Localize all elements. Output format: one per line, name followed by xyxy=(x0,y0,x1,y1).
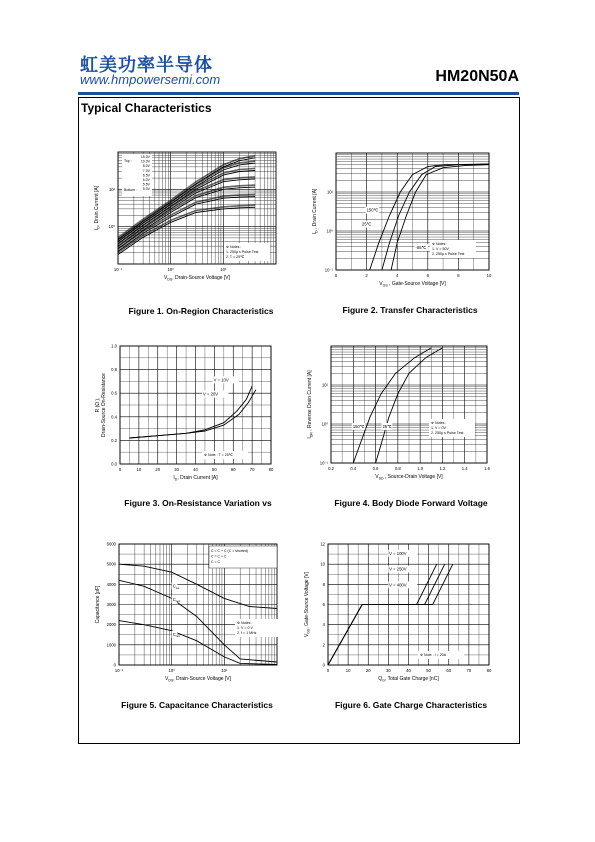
fig3-annotation: V = 10V xyxy=(213,377,229,383)
fig4-x-tick-label: 0.2 xyxy=(328,466,334,471)
fig3-x-tick-label: 70 xyxy=(249,467,255,472)
fig6-annotation: V = 100V xyxy=(389,550,407,556)
fig1-legend xyxy=(122,154,152,196)
fig1-x-tick-label: 10⁻¹ xyxy=(113,267,123,272)
fig3-notes xyxy=(202,451,248,459)
fig3-x-tick-label: 80 xyxy=(268,467,274,472)
fig4-caption: Figure 4. Body Diode Forward Voltage xyxy=(334,498,488,508)
fig5-y-tick-label: 1000 xyxy=(106,642,116,648)
fig6-y-tick-label: 4 xyxy=(322,622,325,628)
fig4-plot xyxy=(307,346,490,481)
fig5-x-tick-label: 10⁻¹ xyxy=(114,668,124,673)
fig5-y-axis-label: Capacitance [pF] xyxy=(95,585,101,624)
fig1-legend-entry: 8.0V xyxy=(142,164,150,169)
fig2-y-tick-label: 10⁰ xyxy=(326,228,333,234)
fig3-y-tick-label: 0.6 xyxy=(111,390,117,396)
fig2-note-line: 2. 250μ s Pulse Test xyxy=(432,252,465,256)
fig1-caption: Figure 1. On-Region Characteristics xyxy=(128,306,274,316)
fig2-notes xyxy=(430,240,476,258)
fig3-note-line: ※ Note : T = 25℃ xyxy=(204,453,233,457)
fig5-note-line: 2. f = 1 MHz xyxy=(237,631,257,635)
fig1-legend-entry: 6.5V xyxy=(142,173,150,178)
fig2-x-tick-label: 4 xyxy=(396,273,399,278)
fig4-notes xyxy=(429,419,475,437)
fig1-note-line: 2. T = 25℃ xyxy=(226,255,245,259)
fig1-legend-bottom-label: Bottom : xyxy=(124,188,138,192)
fig3-grid xyxy=(120,346,271,464)
fig4-x-tick-label: 1.0 xyxy=(417,466,424,471)
fig1-plot xyxy=(94,152,276,282)
fig6-x-tick-label: 70 xyxy=(466,668,472,673)
fig5-legend-line: C = C + C xyxy=(211,554,227,559)
fig1-legend-entry: 15.0V xyxy=(140,155,150,159)
fig3-x-axis-label: $I_D$, Drain Current [A] xyxy=(173,475,218,482)
fig3-x-tick-label: 10 xyxy=(136,467,142,472)
fig3-y-axis-label: R (Ω ), xyxy=(95,397,101,413)
fig5-x-tick-label: 10⁰ xyxy=(168,668,175,673)
fig4-x-tick-label: 1.2 xyxy=(439,466,446,471)
fig3-caption: Figure 3. On-Resistance Variation vs xyxy=(124,498,272,508)
fig2-x-tick-label: 2 xyxy=(365,273,368,278)
fig1-x-tick-label: 10⁰ xyxy=(167,267,174,272)
fig5-y-tick-label: 3000 xyxy=(106,602,116,607)
fig5-notes xyxy=(235,619,281,637)
fig5-x-axis-label: $V_{DS}$, Drain-Source Voltage [V] xyxy=(164,676,232,683)
company-logo-cn: 虹美功率半导体 xyxy=(80,55,213,76)
fig4-x-tick-label: 1.4 xyxy=(461,466,468,471)
fig6-x-axis-label: $Q_G$, Total Gate Charge [nC] xyxy=(378,676,439,683)
fig1-legend-entry: 7.0V xyxy=(142,168,150,173)
fig5-caption: Figure 5. Capacitance Characteristics xyxy=(121,700,273,710)
fig6-y-tick-label: 6 xyxy=(322,602,325,607)
fig3-y-tick-label: 1.0 xyxy=(111,343,117,349)
fig3-x-tick-label: 20 xyxy=(155,467,161,472)
fig2-y-tick-label: 10⁻¹ xyxy=(324,267,333,273)
fig3-y-axis-label: Drain-Source On-Resistance xyxy=(101,373,107,437)
fig5-y-tick-label: 6000 xyxy=(106,541,116,547)
fig6-x-tick-label: 80 xyxy=(486,668,492,673)
fig1-notes xyxy=(224,243,270,261)
fig5-y-tick-label: 2000 xyxy=(106,622,116,628)
fig5-legend-line: C = C + C (C = shorted) xyxy=(211,549,249,553)
fig6-x-tick-label: 30 xyxy=(386,668,391,673)
fig4-y-axis-label: $I_{DR}$ , Reverse Drain Current [A] xyxy=(307,370,314,439)
fig1-legend-top-label: Top : xyxy=(124,159,132,163)
header-rule xyxy=(78,92,519,95)
fig5-annotation: $C_{oss}$ xyxy=(172,596,181,604)
fig3-x-tick-label: 50 xyxy=(212,467,217,472)
fig2-y-tick-label: 10¹ xyxy=(326,189,333,195)
fig6-x-tick-label: 60 xyxy=(446,668,452,673)
fig1-legend-entry: 6.0V xyxy=(142,178,150,182)
fig6-x-tick-label: 10 xyxy=(345,668,351,673)
fig3-x-tick-label: 40 xyxy=(193,467,198,472)
fig6-y-tick-label: 12 xyxy=(320,541,325,547)
fig4-x-tick-label: 0.6 xyxy=(372,466,379,471)
fig6-x-tick-label: 20 xyxy=(365,668,371,673)
fig3-x-tick-label: 60 xyxy=(230,467,236,472)
fig6-x-tick-label: 0 xyxy=(326,668,330,673)
fig6-caption: Figure 6. Gate Charge Characteristics xyxy=(334,700,488,710)
fig6-notes xyxy=(418,651,464,659)
fig5-legend-line: C = C xyxy=(211,560,221,564)
fig2-x-tick-label: 6 xyxy=(426,273,429,278)
fig1-x-axis-label: $V_{DS}$, Drain-Source Voltage [V] xyxy=(163,275,231,282)
fig5-legend xyxy=(209,546,277,568)
fig1-legend-entry: 5.5V xyxy=(142,182,150,187)
fig6-annotation: V = 250V xyxy=(389,566,407,572)
fig6-y-tick-label: 2 xyxy=(322,642,325,648)
fig5-plot xyxy=(95,541,277,683)
fig5-annotation: $C_{rss}$ xyxy=(172,631,180,639)
fig3-x-tick-label: 30 xyxy=(174,467,179,472)
fig1-x-tick-label: 10¹ xyxy=(220,267,227,272)
fig6-x-tick-label: 50 xyxy=(426,668,431,673)
fig5-note-line: 1. V = 0 V xyxy=(237,626,253,630)
fig5-annotation: $C_{iss}$ xyxy=(172,583,180,590)
fig5-x-tick-label: 10¹ xyxy=(221,668,228,673)
fig1-y-tick-label: 10¹ xyxy=(108,186,115,192)
fig3-y-tick-label: 0.4 xyxy=(111,414,117,420)
fig4-x-axis-label: $V_{SD}$ , Source-Drain Voltage [V] xyxy=(375,474,443,481)
fig6-annotation: V = 400V xyxy=(389,582,407,588)
fig3-annotation: V = 20V xyxy=(203,391,219,397)
fig5-y-tick-label: 4000 xyxy=(106,581,116,587)
fig2-note-line: 1. V = 50V xyxy=(432,247,449,251)
fig6-x-tick-label: 40 xyxy=(406,668,411,673)
fig5-y-tick-label: 0 xyxy=(113,662,116,668)
fig1-y-axis-label: $I_D$, Drain Current [A] xyxy=(94,185,101,231)
fig1-note-line: 1. 250μ s Pulse Test xyxy=(226,250,259,254)
fig4-y-tick-label: 10¹ xyxy=(321,382,328,388)
fig3-x-tick-label: 0 xyxy=(118,467,122,472)
section-title: Typical Characteristics xyxy=(81,101,212,115)
fig2-annotation: 150℃ xyxy=(366,207,379,213)
fig2-caption: Figure 2. Transfer Characteristics xyxy=(342,305,478,315)
fig6-y-tick-label: 8 xyxy=(322,581,325,587)
fig6-y-tick-label: 0 xyxy=(322,662,325,668)
fig5-note-line: ※ Notes : xyxy=(237,621,253,625)
fig4-x-tick-label: 0.4 xyxy=(350,466,357,471)
fig3-plot xyxy=(95,343,274,482)
fig2-plot xyxy=(312,153,492,288)
fig4-annotation: 25℃ xyxy=(382,423,392,429)
fig2-x-tick-label: 0 xyxy=(334,273,338,278)
fig1-y-tick-label: 10⁰ xyxy=(108,224,115,230)
fig2-note-line: ※ Notes : xyxy=(432,242,448,246)
fig2-x-axis-label: $V_{GS}$ , Gate-Source Voltage [V] xyxy=(379,281,446,288)
fig2-y-axis-label: $I_D$ , Drain Current [A] xyxy=(312,188,319,235)
fig4-y-tick-label: 10⁰ xyxy=(321,421,328,427)
fig1-legend-entry: 10.0V xyxy=(140,159,150,164)
fig4-annotation: 150℃ xyxy=(352,423,365,429)
fig2-annotation: 25℃ xyxy=(362,221,372,227)
fig1-note-line: ※ Notes : xyxy=(226,245,242,249)
fig6-plot xyxy=(304,541,492,683)
fig6-note-line: ※ Note : I = 20A xyxy=(420,653,447,657)
fig4-x-tick-label: 0.8 xyxy=(394,466,401,471)
fig2-annotation: -55℃ xyxy=(415,244,427,250)
fig6-y-axis-label: $V_{GS}$, Gate-Source Voltage [V] xyxy=(304,571,311,638)
fig3-y-tick-label: 0.8 xyxy=(111,367,117,373)
fig2-x-tick-label: 8 xyxy=(457,273,460,278)
fig4-x-tick-label: 1.6 xyxy=(484,466,490,471)
company-website: www.hmpowersemi.com xyxy=(80,72,221,87)
fig2-x-tick-label: 10 xyxy=(486,273,492,278)
fig3-y-tick-label: 0.0 xyxy=(111,461,117,467)
fig3-y-tick-label: 0.2 xyxy=(111,437,117,443)
fig4-note-line: ※ Notes : xyxy=(431,421,447,425)
fig4-note-line: 2. 250μ s Pulse Test xyxy=(431,431,464,435)
fig4-grid xyxy=(331,346,487,463)
part-number: HM20N50A xyxy=(435,68,519,85)
fig4-note-line: 1. V = 0V xyxy=(431,426,446,430)
fig6-y-tick-label: 10 xyxy=(320,561,325,567)
fig1-legend-entry: 5.0V xyxy=(142,187,150,192)
fig4-y-tick-label: 10⁻¹ xyxy=(319,460,328,466)
fig5-y-tick-label: 5000 xyxy=(106,561,116,567)
fig3-series-line xyxy=(129,386,252,438)
